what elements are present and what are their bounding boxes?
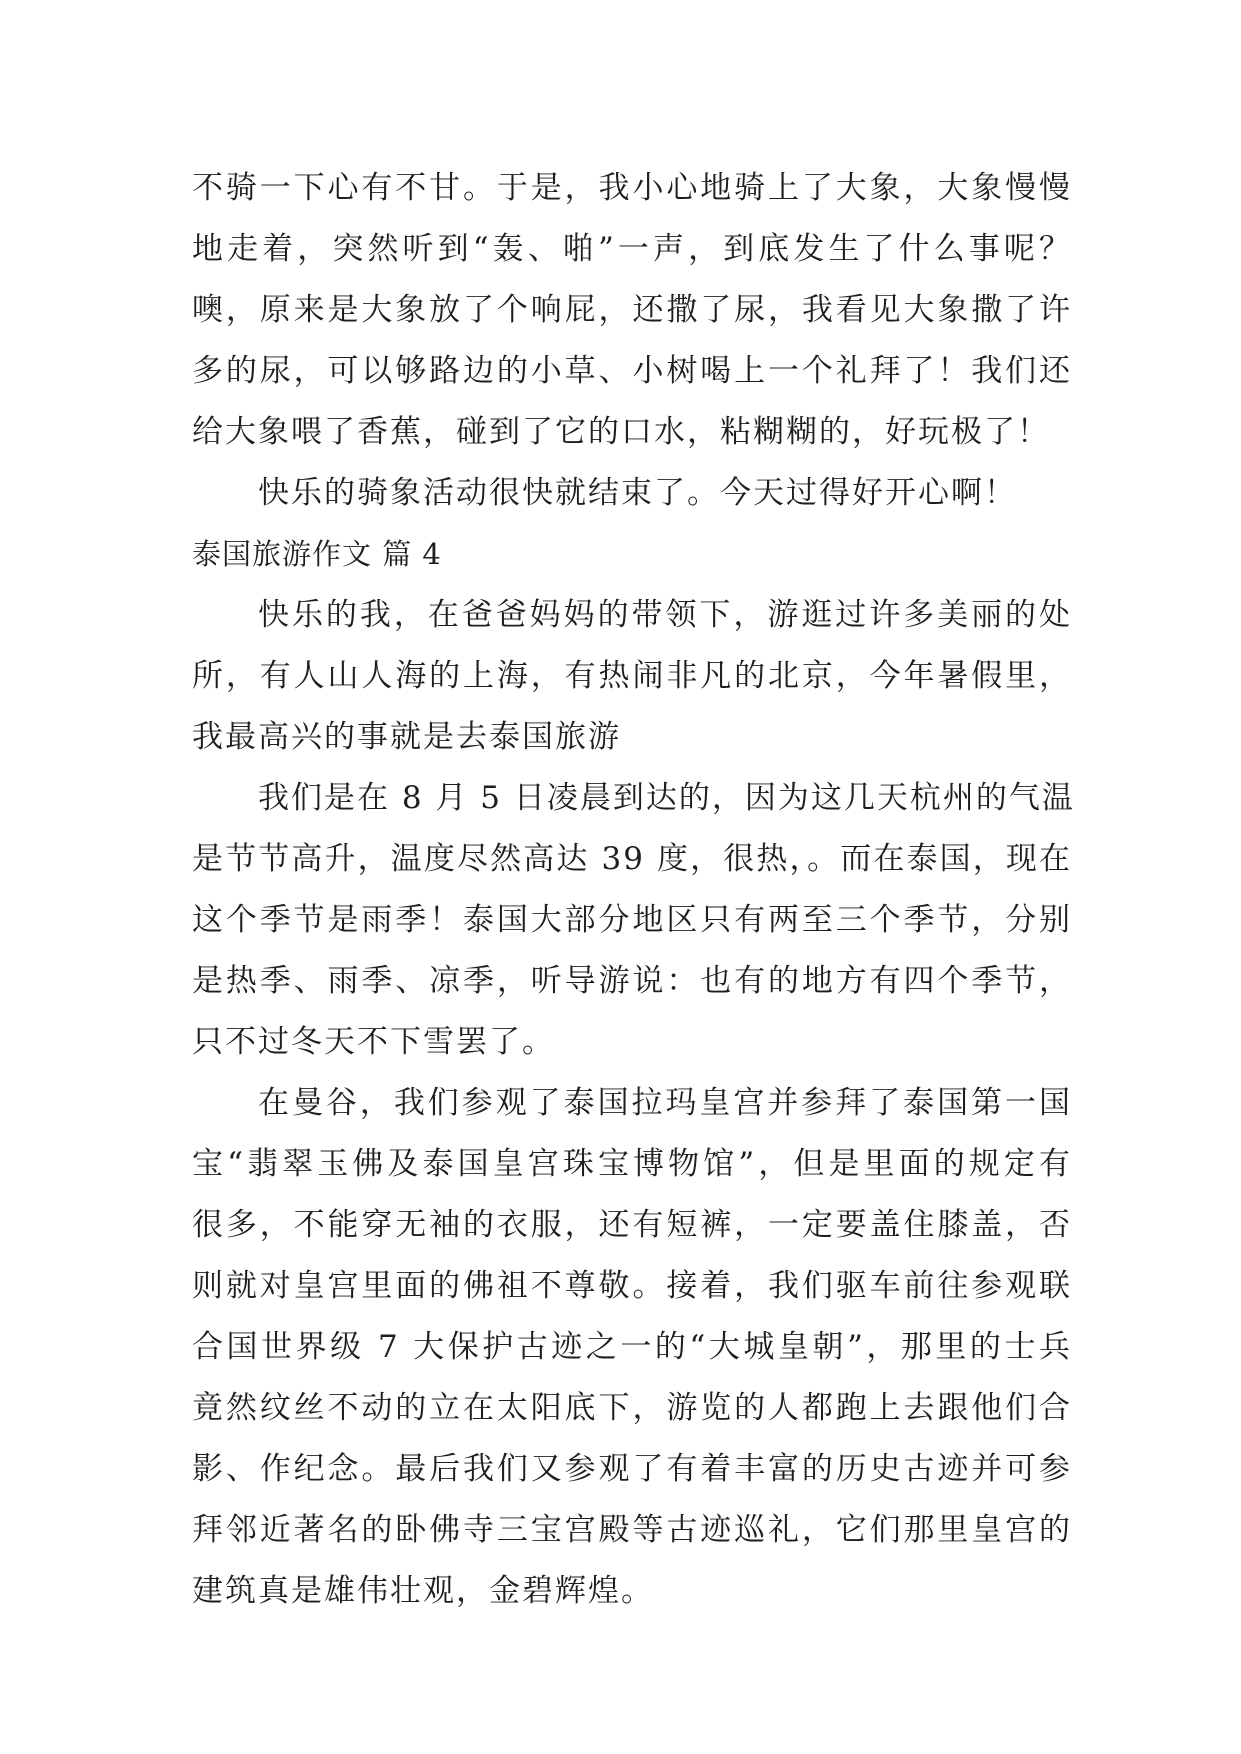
text-line: 地走着，突然听到“轰、啪”一声，到底发生了什么事呢？ bbox=[192, 231, 1072, 267]
text-line: 则就对皇宫里面的佛祖不尊敬。接着，我们驱车前往参观联 bbox=[192, 1268, 1072, 1304]
text-line: 这个季节是雨季！泰国大部分地区只有两至三个季节，分别 bbox=[192, 902, 1072, 938]
text-line: 影、作纪念。最后我们又参观了有着丰富的历史古迹并可参 bbox=[192, 1451, 1072, 1487]
section-heading: 泰国旅游作文 篇 4 bbox=[192, 537, 442, 571]
text-line: 快乐的骑象活动很快就结束了。今天过得好开心啊！ bbox=[258, 475, 1017, 511]
text-line: 竟然纹丝不动的立在太阳底下，游览的人都跑上去跟他们合 bbox=[192, 1390, 1072, 1426]
text-line: 拜邻近著名的卧佛寺三宝宫殿等古迹巡礼，它们那里皇宫的 bbox=[192, 1512, 1072, 1548]
text-line: 在曼谷，我们参观了泰国拉玛皇宫并参拜了泰国第一国 bbox=[258, 1085, 1072, 1121]
text-line: 噢，原来是大象放了个响屁，还撒了尿，我看见大象撒了许 bbox=[192, 292, 1072, 328]
text-line: 是节节高升，温度尽然高达 39 度，很热，。而在泰国，现在 bbox=[192, 841, 1072, 877]
text-line: 是热季、雨季、凉季，听导游说：也有的地方有四个季节， bbox=[192, 963, 1072, 999]
text-line: 宝“翡翠玉佛及泰国皇宫珠宝博物馆”，但是里面的规定有 bbox=[192, 1146, 1072, 1182]
text-line: 只不过冬天不下雪罢了。 bbox=[192, 1024, 555, 1060]
text-line: 所，有人山人海的上海，有热闹非凡的北京，今年暑假里， bbox=[192, 658, 1072, 694]
text-line: 不骑一下心有不甘。于是，我小心地骑上了大象，大象慢慢 bbox=[192, 170, 1072, 206]
text-line: 合国世界级 7 大保护古迹之一的“大城皇朝”，那里的士兵 bbox=[192, 1329, 1072, 1365]
text-line: 很多，不能穿无袖的衣服，还有短裤，一定要盖住膝盖，否 bbox=[192, 1207, 1072, 1243]
document-body bbox=[192, 158, 1075, 1622]
text-line: 我们是在 8 月 5 日凌晨到达的，因为这几天杭州的气温 bbox=[258, 780, 1075, 816]
text-line: 建筑真是雄伟壮观，金碧辉煌。 bbox=[192, 1573, 654, 1609]
text-line: 我最高兴的事就是去泰国旅游 bbox=[192, 719, 621, 755]
text-line: 给大象喂了香蕉，碰到了它的口水，粘糊糊的，好玩极了！ bbox=[192, 414, 1050, 450]
text-line: 多的尿，可以够路边的小草、小树喝上一个礼拜了！我们还 bbox=[192, 353, 1072, 389]
text-line: 快乐的我，在爸爸妈妈的带领下，游逛过许多美丽的处 bbox=[258, 597, 1072, 633]
